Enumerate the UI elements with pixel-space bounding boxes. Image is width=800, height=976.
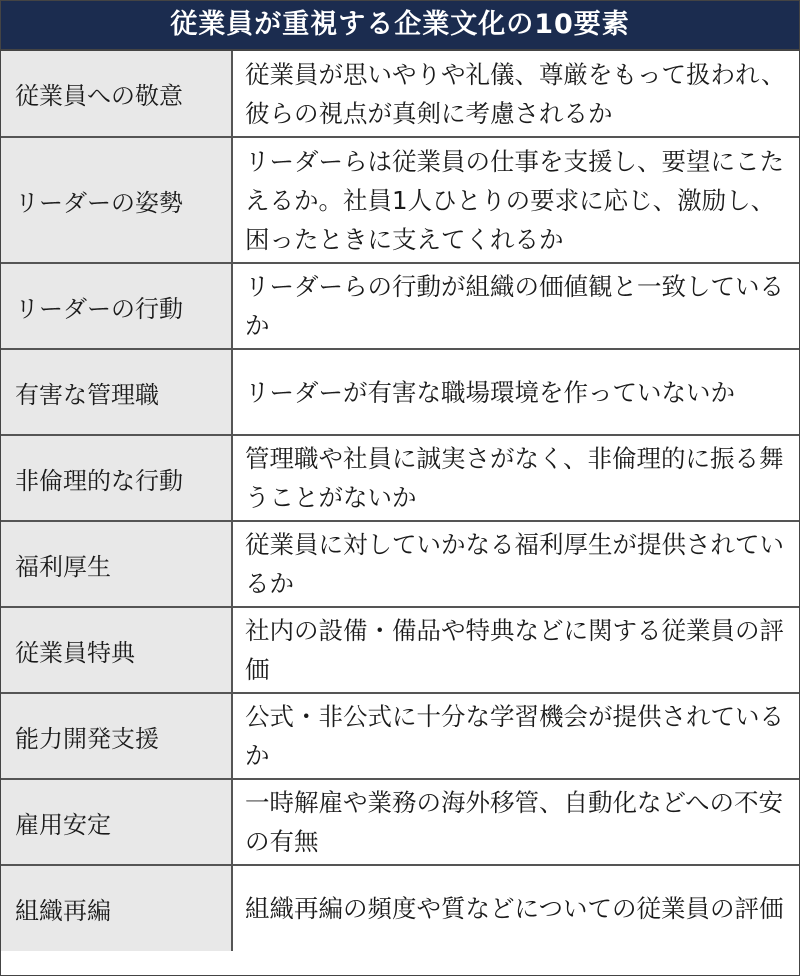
table-row: [1, 435, 799, 521]
table-row: [1, 263, 799, 349]
table-title: 従業員が重視する企業文化の10要素: [1, 1, 799, 51]
factor-label: 従業員特典: [1, 607, 232, 693]
factor-label: 有害な管理職: [1, 349, 232, 435]
factor-label: 能力開発支援: [1, 693, 232, 779]
table-row: [1, 51, 799, 137]
factor-description: リーダーらは従業員の仕事を支援し、要望にこたえるか。社員1人ひとりの要求に応じ、激励し、困ったときに支えてくれるか: [232, 137, 799, 263]
factor-label: 従業員への敬意: [1, 51, 232, 137]
table-row: [1, 693, 799, 779]
table-row: [1, 349, 799, 435]
factor-description: 公式・非公式に十分な学習機会が提供されているか: [232, 693, 799, 779]
factor-label: 非倫理的な行動: [1, 435, 232, 521]
table-row: [1, 607, 799, 693]
table-row: [1, 521, 799, 607]
factor-label: 福利厚生: [1, 521, 232, 607]
factor-description: リーダーが有害な職場環境を作っていないか: [232, 349, 799, 435]
factor-description: 組織再編の頻度や質などについての従業員の評価: [245, 894, 784, 923]
factor-description: リーダーらの行動が組織の価値観と一致しているか: [232, 263, 799, 349]
table-row: [1, 779, 799, 865]
factor-label: 組織再編: [1, 865, 232, 951]
factor-description: 管理職や社員に誠実さがなく、非倫理的に振る舞うことがないか: [232, 435, 799, 521]
factor-label: 雇用安定: [1, 779, 232, 865]
factor-description: 社内の設備・備品や特典などに関する従業員の評価: [232, 607, 799, 693]
table-row: [1, 137, 799, 263]
factor-description: 一時解雇や業務の海外移管、自動化などへの不安の有無: [232, 779, 799, 865]
factor-description: 従業員が思いやりや礼儀、尊厳をもって扱われ、彼らの視点が真剣に考慮されるか: [232, 51, 799, 137]
table-row: [1, 865, 799, 951]
factor-description: 従業員に対していかなる福利厚生が提供されているか: [232, 521, 799, 607]
factor-label: リーダーの行動: [1, 263, 232, 349]
factors-table: [1, 51, 799, 951]
factor-label: リーダーの姿勢: [1, 137, 232, 263]
